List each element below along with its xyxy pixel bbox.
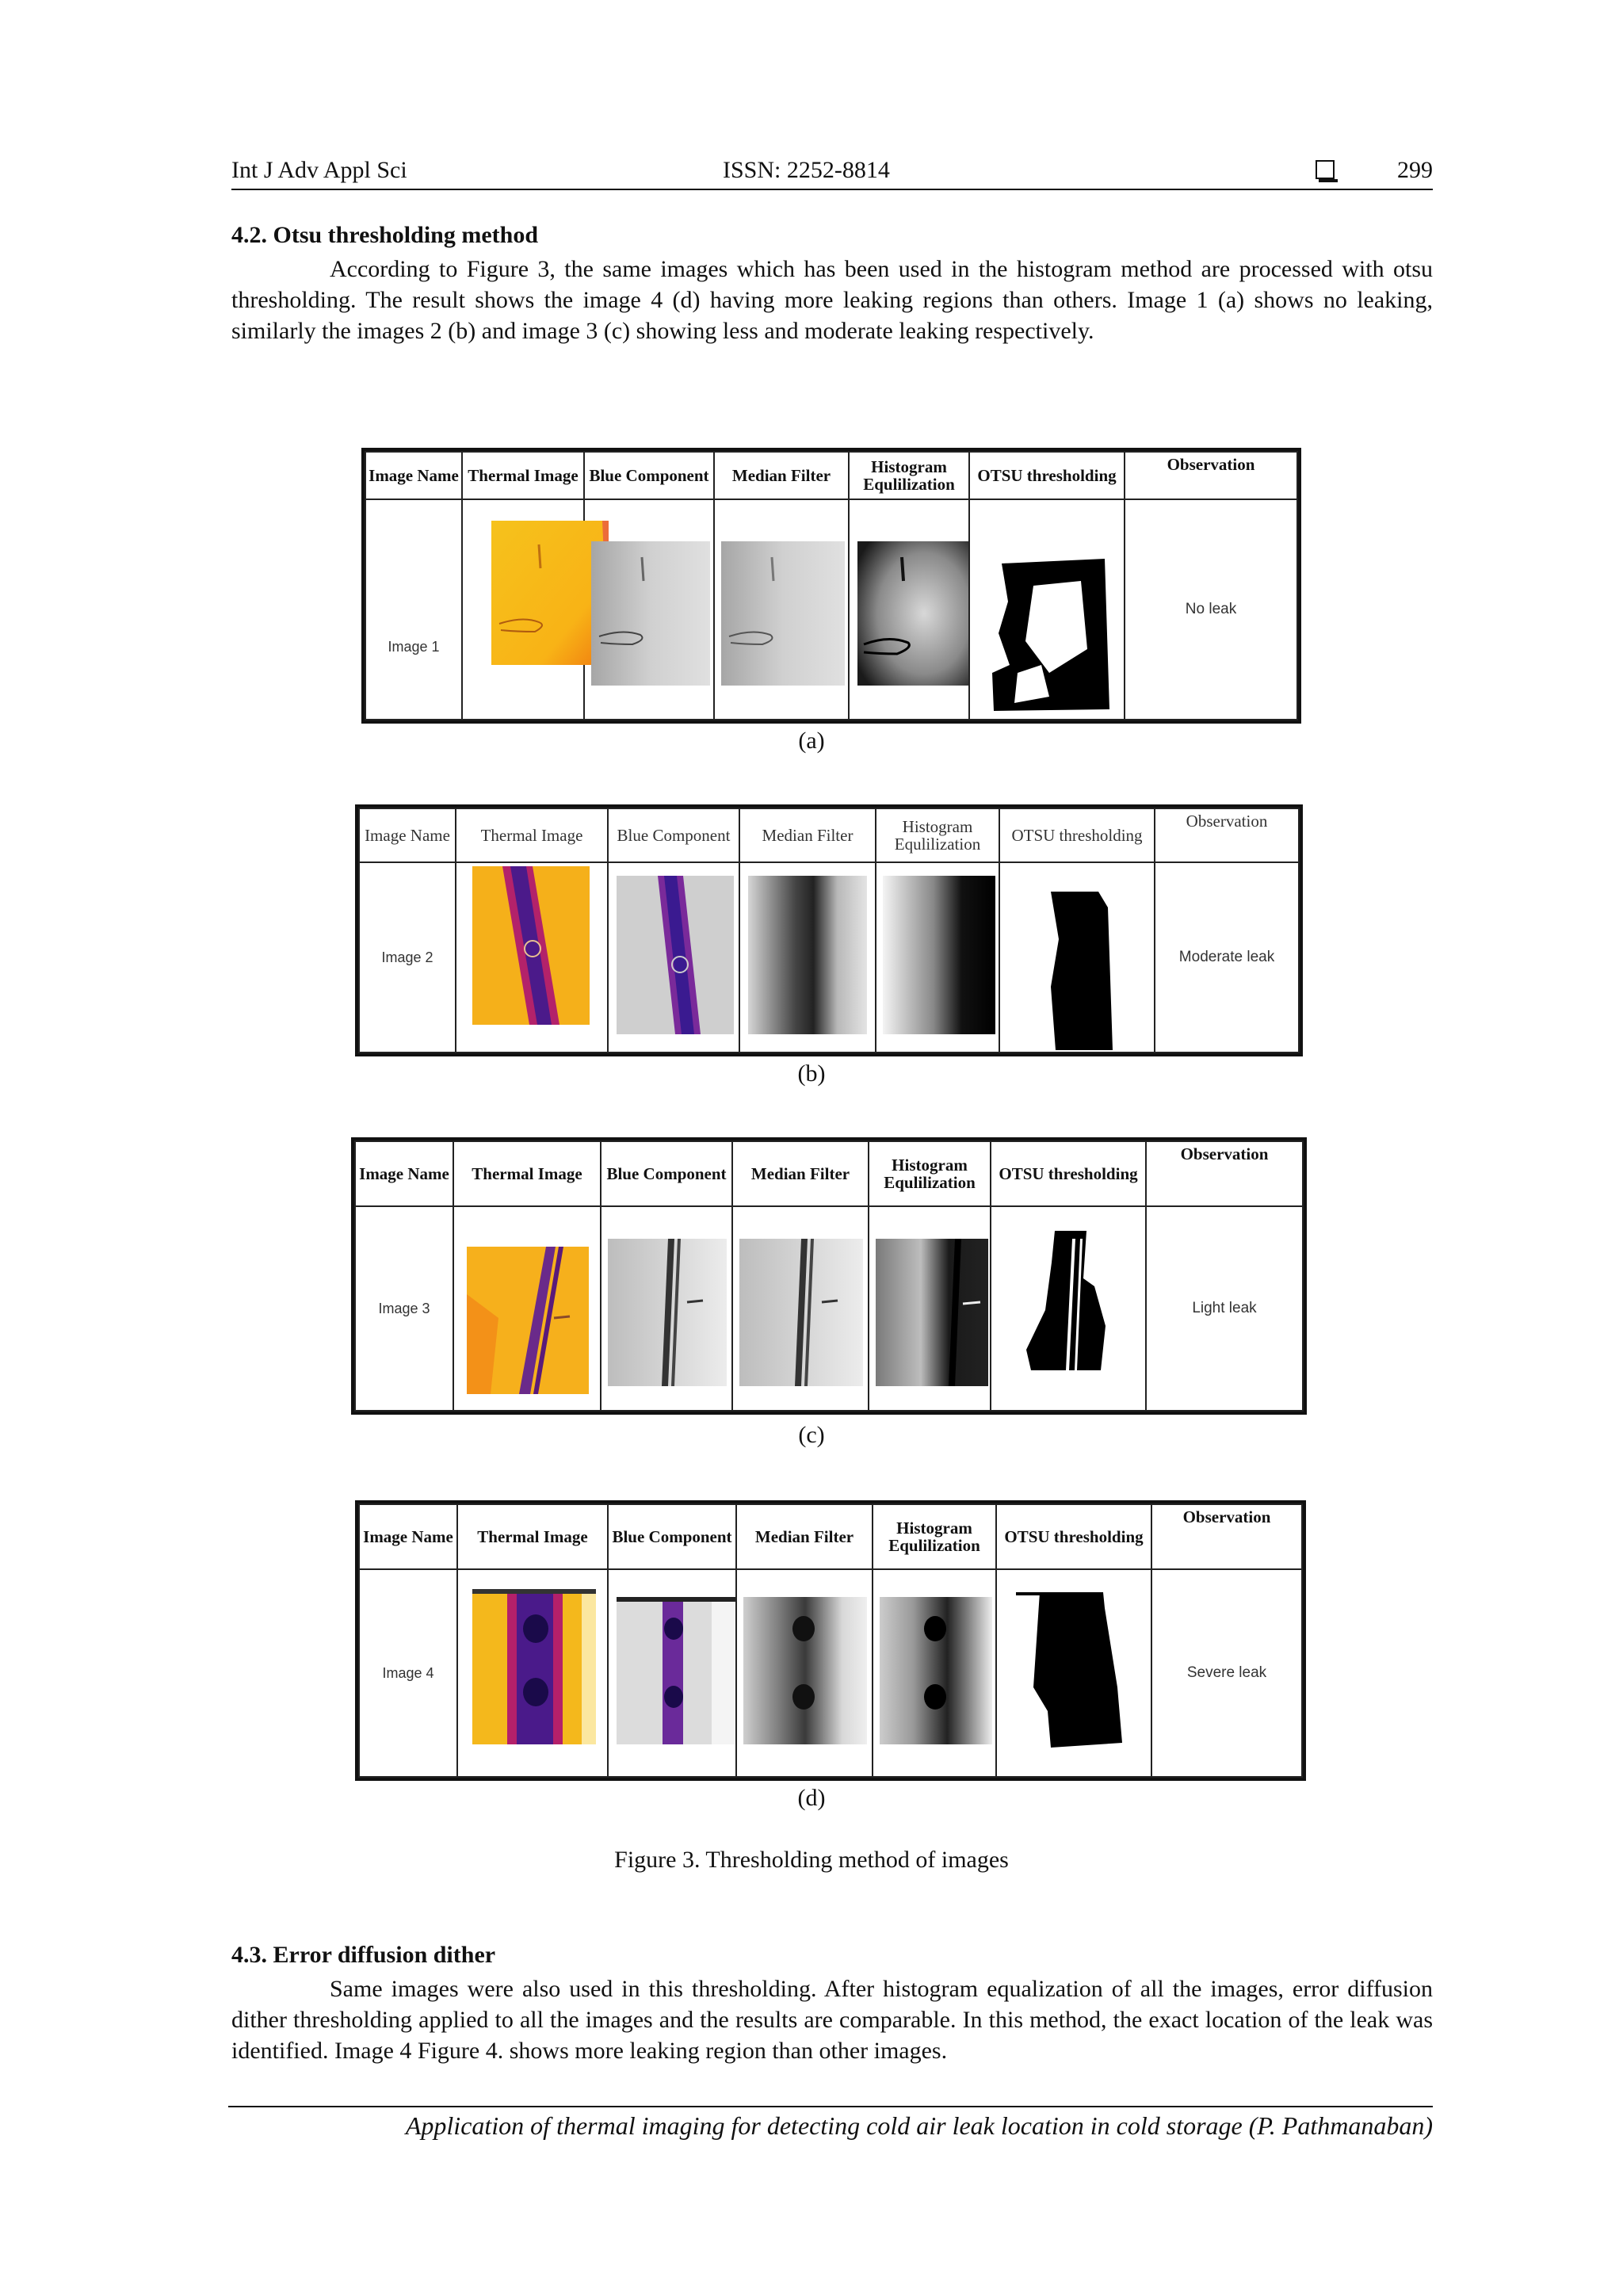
running-header bbox=[231, 155, 1433, 190]
otsu-cell bbox=[996, 1569, 1151, 1777]
col-header-thermal-image: Thermal Image bbox=[457, 1504, 608, 1569]
section-4-2-paragraph bbox=[231, 254, 1433, 346]
observation-cell: Light leak bbox=[1146, 1206, 1303, 1411]
otsu-image-2 bbox=[1019, 892, 1146, 1050]
median-filter-image-2 bbox=[748, 876, 867, 1034]
issn: ISSN: 2252-8814 bbox=[723, 157, 890, 183]
thermal-image-cell bbox=[456, 862, 608, 1052]
figure-table-a bbox=[361, 448, 1301, 724]
median-filter-image-3 bbox=[739, 1239, 863, 1386]
figure-table-d bbox=[355, 1500, 1306, 1781]
col-header-histogram: Histogram Equlilization bbox=[849, 452, 969, 499]
col-header-otsu: OTSU thresholding bbox=[999, 808, 1155, 862]
subfigure-label-c: (c) bbox=[798, 1422, 825, 1448]
thermal-image-4 bbox=[472, 1589, 596, 1744]
subfigure-label-b: (b) bbox=[797, 1060, 826, 1087]
blue-component-cell bbox=[608, 862, 739, 1052]
histogram-image-2 bbox=[883, 876, 995, 1034]
image-name-cell: Image 1 bbox=[365, 499, 462, 720]
otsu-image-1 bbox=[986, 554, 1113, 712]
col-header-median-filter: Median Filter bbox=[736, 1504, 873, 1569]
histogram-image-3 bbox=[876, 1239, 988, 1386]
thermal-image-2 bbox=[472, 866, 590, 1025]
col-header-image-name: Image Name bbox=[355, 1141, 453, 1206]
observation-cell: Severe leak bbox=[1151, 1569, 1302, 1777]
otsu-cell bbox=[999, 862, 1155, 1052]
histogram-cell bbox=[849, 499, 969, 720]
section-4-3-text: Same images were also used in this thresholding. After histogram equalization of all the images, error diffusion dither thresholding applied to all the images and the results are comparable. In this method, the exact location of the leak was identified. Image 4 Figure 4. shows more leaking region than other images. bbox=[231, 1976, 1433, 2064]
histogram-cell bbox=[869, 1206, 991, 1411]
footer-rule bbox=[228, 2106, 1433, 2107]
blue-component-cell bbox=[601, 1206, 732, 1411]
histogram-image-4 bbox=[880, 1597, 992, 1744]
image-name-cell: Image 3 bbox=[355, 1206, 453, 1411]
otsu-cell bbox=[991, 1206, 1146, 1411]
col-header-median-filter: Median Filter bbox=[732, 1141, 869, 1206]
section-4-2-text: According to Figure 3, the same images which has been used in the histogram method are processed with otsu thresholding. The result shows the image 4 (d) having more leaking regions than others. Image 1 (a) shows no leaking, similarly the images 2 (b) and image 3 (c) showing less and moderate leaking respectively. bbox=[231, 256, 1433, 344]
image-name-cell: Image 4 bbox=[359, 1569, 457, 1777]
subfigure-label-a: (a) bbox=[798, 728, 825, 754]
otsu-image-4 bbox=[1016, 1592, 1146, 1751]
observation-cell: Moderate leak bbox=[1155, 862, 1299, 1052]
subfigure-label-d: (d) bbox=[797, 1785, 826, 1811]
median-filter-cell bbox=[739, 862, 876, 1052]
col-header-thermal-image: Thermal Image bbox=[456, 808, 608, 862]
histogram-cell bbox=[876, 862, 999, 1052]
histogram-cell bbox=[873, 1569, 996, 1777]
figure-table-c bbox=[351, 1137, 1307, 1415]
col-header-blue-component: Blue Component bbox=[584, 452, 714, 499]
median-filter-image-4 bbox=[743, 1597, 867, 1744]
col-header-median-filter: Median Filter bbox=[714, 452, 849, 499]
thermal-image-cell bbox=[457, 1569, 608, 1777]
blue-component-image-3 bbox=[608, 1239, 727, 1386]
col-header-blue-component: Blue Component bbox=[601, 1141, 732, 1206]
section-heading-4-3: 4.3. Error diffusion dither bbox=[231, 1942, 496, 1968]
blue-component-image-4 bbox=[617, 1597, 735, 1744]
blue-component-cell bbox=[608, 1569, 736, 1777]
histogram-image-1 bbox=[857, 541, 968, 686]
col-header-histogram: Histogram Equlilization bbox=[869, 1141, 991, 1206]
col-header-histogram: Histogram Equlilization bbox=[873, 1504, 996, 1569]
col-header-image-name: Image Name bbox=[359, 808, 456, 862]
square-bullet-icon bbox=[1316, 160, 1335, 179]
page-number: 299 bbox=[1397, 157, 1433, 183]
col-header-observation: Observation bbox=[1155, 808, 1299, 862]
col-header-otsu: OTSU thresholding bbox=[991, 1141, 1146, 1206]
median-filter-cell bbox=[732, 1206, 869, 1411]
col-header-observation: Observation bbox=[1125, 452, 1297, 499]
header-rule bbox=[231, 189, 1433, 190]
blue-component-image-2 bbox=[617, 876, 734, 1034]
median-filter-image-1 bbox=[721, 541, 845, 686]
col-header-thermal-image: Thermal Image bbox=[453, 1141, 601, 1206]
otsu-image-3 bbox=[1007, 1231, 1137, 1389]
col-header-median-filter: Median Filter bbox=[739, 808, 876, 862]
section-4-3-paragraph bbox=[231, 1973, 1433, 2066]
median-filter-cell bbox=[714, 499, 849, 720]
blue-component-image-1 bbox=[591, 541, 710, 686]
section-heading-4-2: 4.2. Otsu thresholding method bbox=[231, 222, 539, 248]
col-header-image-name: Image Name bbox=[359, 1504, 457, 1569]
image-name-cell: Image 2 bbox=[359, 862, 456, 1052]
figure-table-b bbox=[355, 804, 1303, 1056]
col-header-histogram: Histogram Equlilization bbox=[876, 808, 999, 862]
journal-name: Int J Adv Appl Sci bbox=[231, 157, 407, 183]
observation-cell: No leak bbox=[1125, 499, 1297, 720]
col-header-otsu: OTSU thresholding bbox=[969, 452, 1125, 499]
col-header-observation: Observation bbox=[1146, 1141, 1303, 1206]
thermal-image-cell bbox=[453, 1206, 601, 1411]
figure-caption: Figure 3. Thresholding method of images bbox=[614, 1847, 1009, 1873]
blue-component-cell bbox=[584, 499, 714, 720]
running-footer: Application of thermal imaging for detecting cold air leak location in cold storage (P. Pathmanaban) bbox=[405, 2111, 1433, 2140]
col-header-observation: Observation bbox=[1151, 1504, 1302, 1569]
thermal-image-cell bbox=[462, 499, 584, 720]
thermal-image-3 bbox=[467, 1247, 589, 1394]
otsu-cell bbox=[969, 499, 1125, 720]
col-header-image-name: Image Name bbox=[365, 452, 462, 499]
col-header-blue-component: Blue Component bbox=[608, 1504, 736, 1569]
col-header-blue-component: Blue Component bbox=[608, 808, 739, 862]
median-filter-cell bbox=[736, 1569, 873, 1777]
col-header-thermal-image: Thermal Image bbox=[462, 452, 584, 499]
col-header-otsu: OTSU thresholding bbox=[996, 1504, 1151, 1569]
